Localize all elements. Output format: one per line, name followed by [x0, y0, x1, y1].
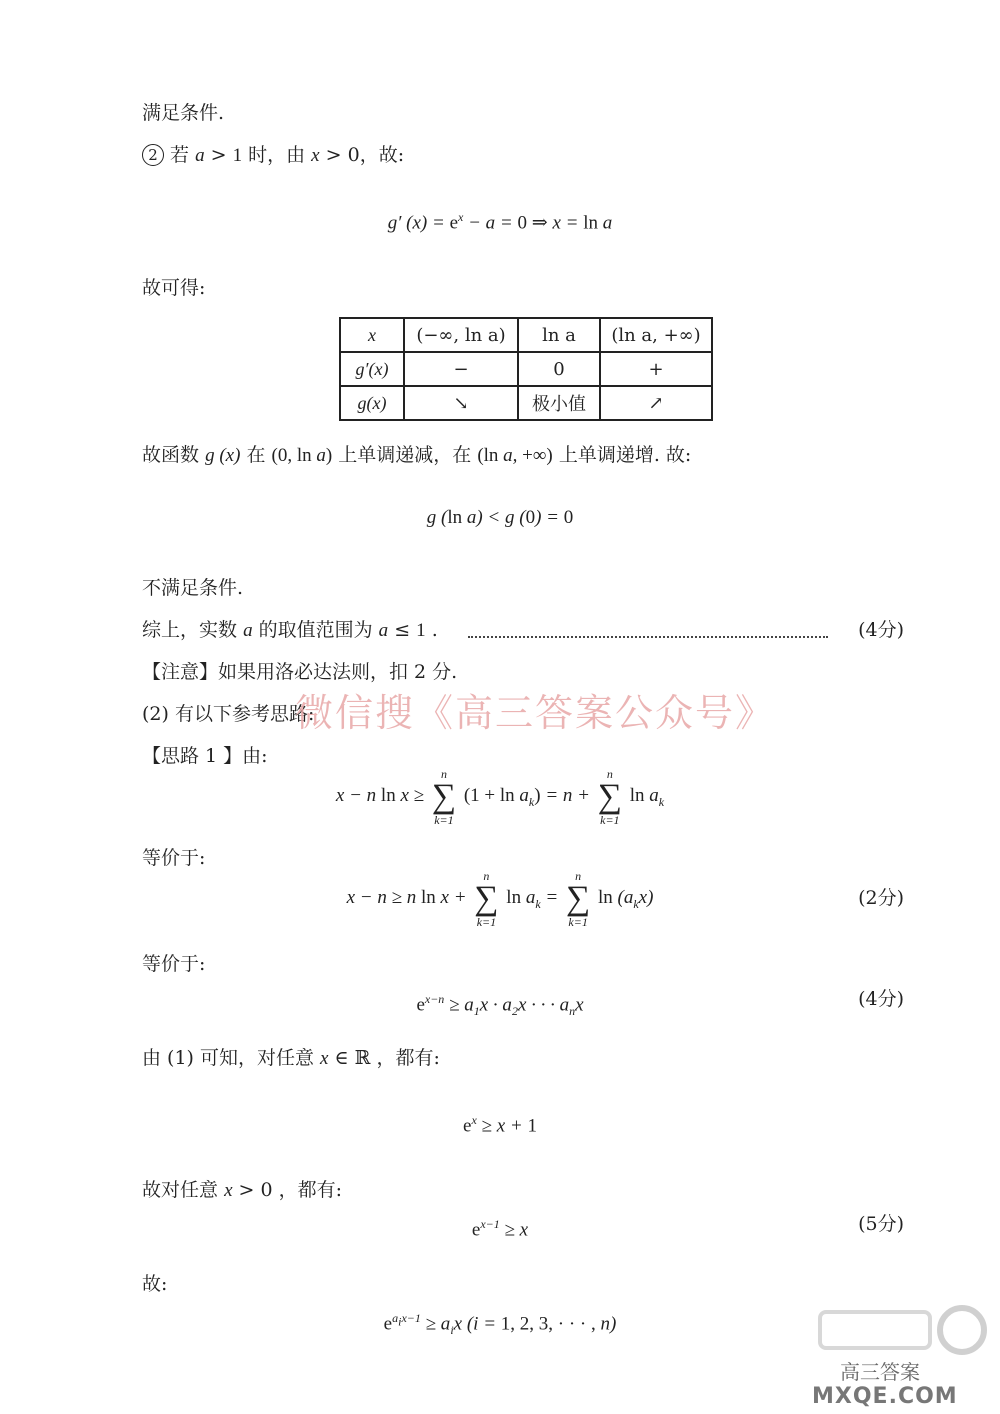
logo-url: MXQE.COM: [812, 1384, 958, 1409]
table-cell: 极小值: [518, 386, 600, 420]
watermark: 微信搜《高三答案公众号》: [295, 691, 776, 735]
table-cell: +: [600, 352, 712, 386]
case-2-line: 2 若 a > 1 时，由 x > 0，故:: [142, 143, 404, 168]
text-hence: 故可得:: [142, 277, 206, 299]
table-cell: −: [404, 352, 518, 386]
table-row: [340, 386, 712, 420]
text-not-satisfy: 不满足条件.: [142, 577, 244, 599]
increasing-arrow-icon: ↗: [600, 386, 712, 420]
table-cell: ln a: [518, 318, 600, 352]
score-badge: (4分): [858, 619, 904, 641]
exp-shift-inequality: $e^{x-1} \ge x$: [471, 1217, 529, 1241]
ai-inequality: $e^{a_ix-1} \ge a_ix$ (i = 1, 2, 3, · · · , n): [383, 1311, 617, 1338]
idea-1-heading: 【思路 1 】由:: [142, 745, 268, 767]
score-badge: (4分): [858, 988, 904, 1010]
table-cell: x: [340, 318, 404, 352]
conclusion-line: 综上，实数 a 的取值范围为 a ≤ 1 .: [142, 619, 438, 641]
table-cell: g(x): [340, 386, 404, 420]
part-2-heading: (2) 有以下参考思路:: [142, 703, 315, 725]
table-cell: g′(x): [340, 352, 404, 386]
monotonic-statement: 故函数 g (x) 在 (0, ln a) 上单调递减，在 (ln a, +∞) 上单调递增. 故:: [142, 444, 692, 466]
logo-text: 高三答案: [840, 1360, 920, 1384]
table-row: [340, 352, 712, 386]
score-badge: (5分): [858, 1213, 904, 1235]
equivalent-label-2: 等价于:: [142, 953, 206, 975]
score-badge: (2分): [858, 887, 904, 909]
text-therefore: 故:: [142, 1273, 168, 1295]
from-part-1-line: 由 (1) 可知，对任意 x ∈ ℝ ，都有:: [142, 1047, 440, 1069]
table-cell: (−∞, ln a): [404, 318, 518, 352]
text-satisfy: 满足条件.: [142, 102, 225, 124]
derivative-equation: g′ $(x) = e^x - a = 0$ ⇒ x = ln a: [387, 210, 613, 234]
circled-number: 2: [142, 144, 164, 166]
dotted-leader: [468, 636, 828, 638]
product-inequality: $e^{x-n} \ge a_1x \cdot a_2x$ · · · $a_nx$: [416, 992, 584, 1019]
table-cell: (ln a, +∞): [600, 318, 712, 352]
equivalent-label-1: 等价于:: [142, 847, 206, 869]
sum-equation-1: x − n ln x ≥ n ∑ k=1 $(1 + \ln a_k) = n$ + n ∑ k=1 $\ln a_k$: [335, 766, 665, 827]
note-line: 【注意】如果用洛必达法则，扣 2 分.: [142, 661, 458, 683]
table-cell: 0: [518, 352, 600, 386]
table-row: [340, 318, 712, 352]
variation-table: [339, 317, 713, 421]
for-any-line: 故对任意 x > 0 ，都有:: [142, 1179, 343, 1201]
decreasing-arrow-icon: ↘: [404, 386, 518, 420]
inequality-g: g (ln a) < g (0) = 0: [426, 507, 574, 528]
sum-equation-2: x − n ≥ n ln x + n ∑ k=1 $\ln a_k$ = n ∑ k=1 $\ln (a_kx)$: [346, 868, 654, 929]
exp-inequality: $e^x \ge x + 1$: [463, 1113, 537, 1137]
